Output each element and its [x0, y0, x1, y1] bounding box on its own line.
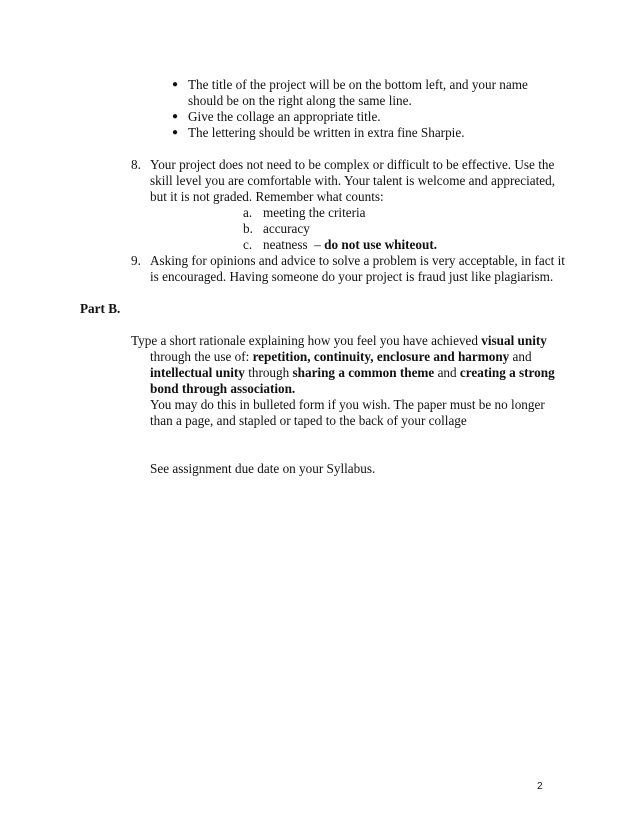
part-b-heading: Part B. [80, 301, 121, 316]
bullet-text: The title of the project will be on the bottom left, and your name [188, 77, 528, 92]
text-run: and [434, 365, 460, 380]
part-b-line [150, 365, 555, 381]
dash: – [314, 237, 321, 252]
bullet-icon: ● [172, 79, 179, 90]
sub-letter: b. [243, 221, 253, 236]
sub-letter: a. [243, 205, 253, 220]
bold-run: creating a strong [459, 365, 555, 380]
bold-run: sharing a common theme [292, 365, 435, 380]
sub-item-text: meeting the criteria [263, 205, 366, 220]
item-number: 8. [131, 157, 141, 172]
sub-letter: c. [243, 237, 253, 252]
bullet-text: Give the collage an appropriate title. [188, 109, 381, 124]
bullet-icon: ● [172, 111, 179, 122]
part-b-line: than a page, and stapled or taped to the back of your collage [150, 413, 467, 428]
text-run: through [244, 365, 293, 380]
part-b-line: You may do this in bulleted form if you wish. The paper must be no longer [150, 397, 545, 412]
item-8-line: skill level you are comfortable with. Your talent is welcome and appreciated, [150, 173, 556, 188]
sub-item-text: accuracy [263, 221, 310, 236]
emphasis-text: do not use whiteout. [324, 237, 438, 252]
bold-run: bond through association. [150, 381, 296, 396]
bullet-icon: ● [172, 127, 179, 138]
bullet-text-continued: should be on the right along the same line. [188, 93, 412, 108]
section-heading [80, 301, 120, 317]
bullet-text: The lettering should be written in extra fine Sharpie. [188, 125, 465, 140]
part-b-line [150, 349, 532, 365]
bold-run: intellectual unity [150, 365, 245, 380]
sub-item-label: neatness [263, 237, 308, 252]
text-run: and [509, 349, 532, 364]
item-number: 9. [131, 253, 141, 268]
due-date-note: See assignment due date on your Syllabus. [150, 461, 376, 476]
item-8-line: but it is not graded. Remember what counts: [150, 189, 384, 204]
part-b-line [150, 381, 295, 397]
page-number: 2 [537, 781, 543, 792]
item-9-line: Asking for opinions and advice to solve a problem is very acceptable, in fact it [150, 253, 565, 268]
item-9-line: is encouraged. Having someone do your project is fraud just like plagiarism. [150, 269, 554, 284]
sub-item-text [263, 237, 437, 253]
bold-run: repetition, continuity, enclosure and harmony [252, 349, 510, 364]
bold-run: visual unity [481, 333, 547, 348]
text-run: Type a short rationale explaining how you feel you have achieved [131, 333, 482, 348]
part-b-line [131, 333, 547, 349]
item-8-line: Your project does not need to be complex or difficult to be effective. Use the [150, 157, 555, 172]
text-run: through the use of: [150, 349, 253, 364]
